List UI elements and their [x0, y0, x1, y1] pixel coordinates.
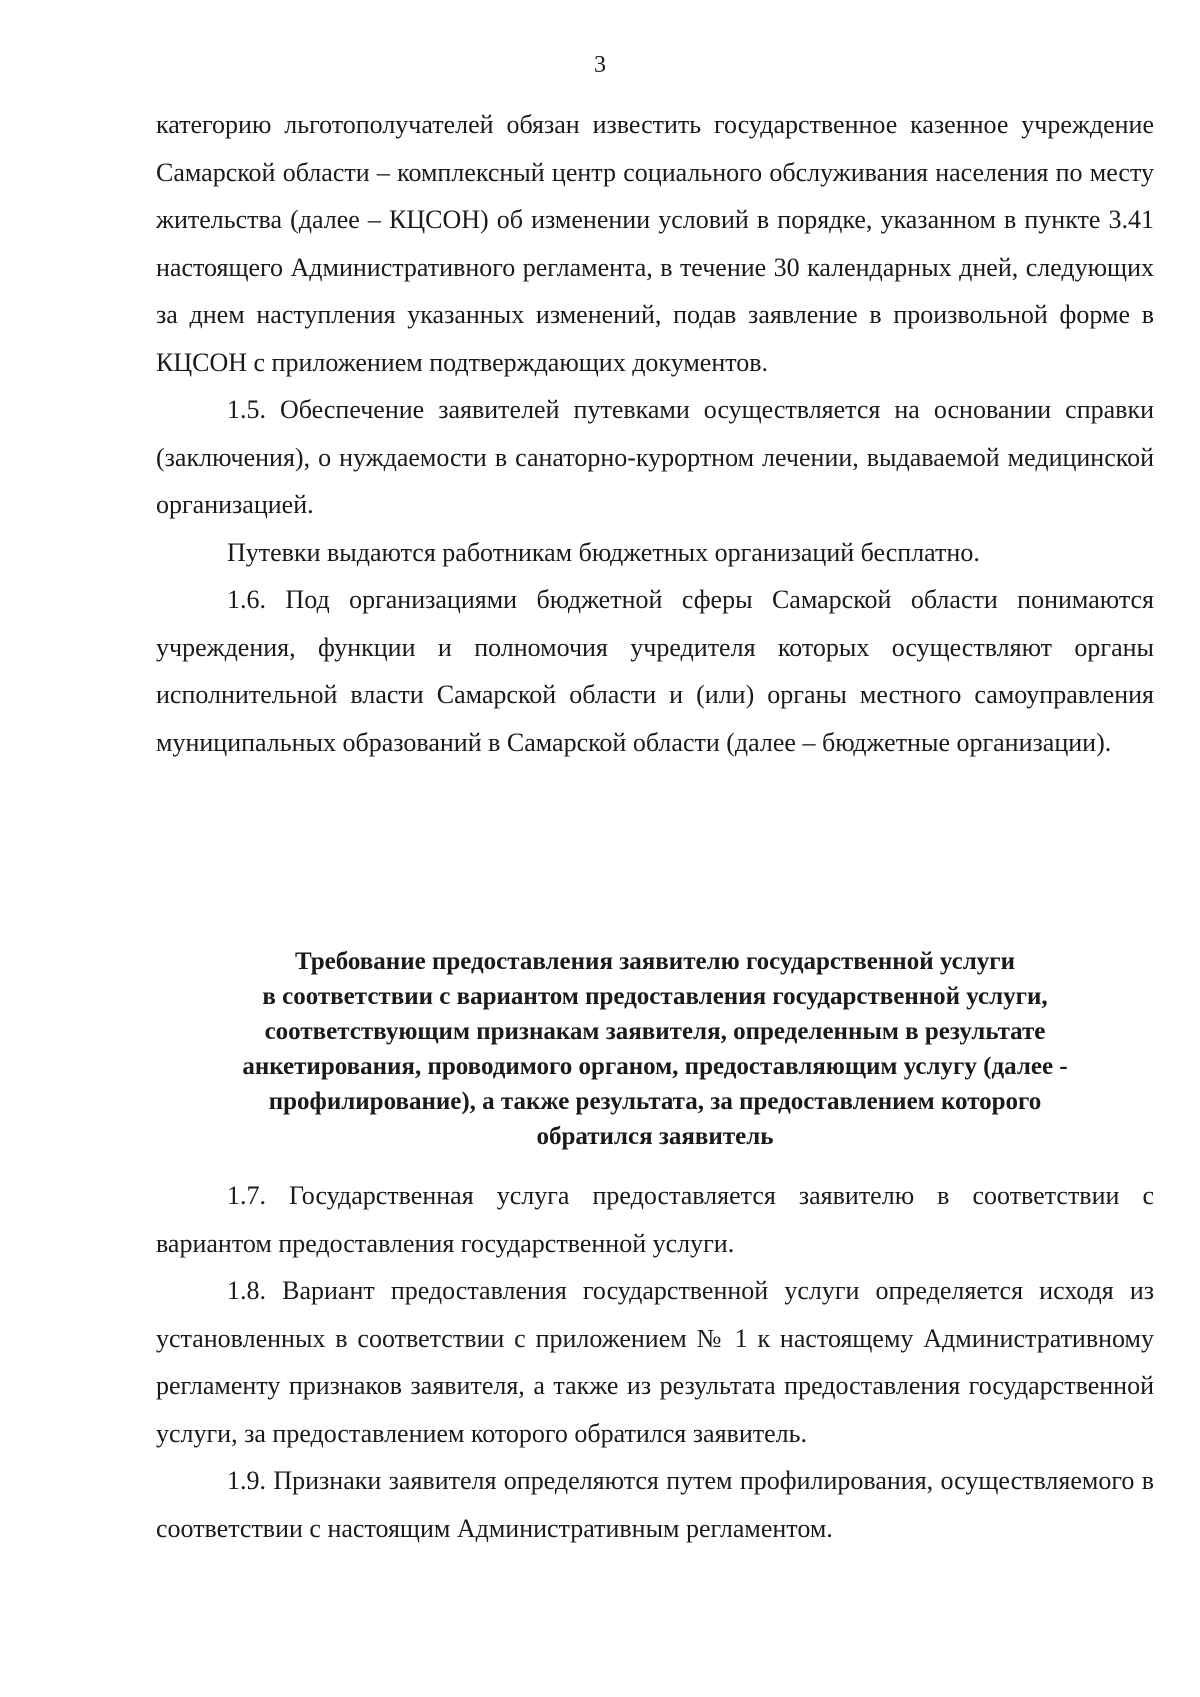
- paragraph-1-9: 1.9. Признаки заявителя определяются путем профилирования, осуществляемого в соответствии с настоящим Административным регламентом.: [156, 1466, 1154, 1543]
- heading-line: обратился заявитель: [536, 1123, 774, 1150]
- heading-line: соответствующим признакам заявителя, определенным в результате: [264, 1018, 1046, 1045]
- paragraph-1-7: 1.7. Государственная услуга предоставляется заявителю в соответствии с вариантом предоставления государственной услуги.: [156, 1181, 1154, 1258]
- heading-line: профилирование), а также результата, за предоставлением которого: [268, 1088, 1042, 1115]
- paragraph-free-vouchers: Путевки выдаются работникам бюджетных организаций бесплатно.: [227, 537, 980, 567]
- heading-line: анкетирования, проводимого органом, предоставляющим услугу (далее -: [242, 1053, 1068, 1080]
- paragraph-1-6: 1.6. Под организациями бюджетной сферы Самарской области понимаются учреждения, функции и полномочия учредителя которых осуществляют органы исполнительной власти Самарской области и (или) органы местного самоуправления муниципальных образований в Самарской области (далее – бюджетные организации).: [156, 585, 1154, 757]
- body-text-bottom: [156, 1172, 1154, 1552]
- page-number: 3: [594, 52, 606, 78]
- heading-line: Требование предоставления заявителю государственной услуги: [295, 948, 1015, 975]
- heading-line: в соответствии с вариантом предоставления государственной услуги,: [262, 983, 1048, 1010]
- paragraph-1-8: 1.8. Вариант предоставления государственной услуги определяется исходя из установленных в соответствии с приложением № 1 к настоящему Административному регламенту признаков заявителя, а также из результата предоставления государственной услуги, за предоставлением которого обратился заявитель.: [156, 1276, 1154, 1448]
- paragraph-continuation: категорию льготополучателей обязан известить государственное казенное учреждение Самарской области – комплексный центр социального обслуживания населения по месту жительства (далее – КЦСОН) об изменении условий в порядке, указанном в пункте 3.41 настоящего Административного регламента, в течение 30 календарных дней, следующих за днем наступления указанных изменений, подав заявление в произвольной форме в КЦСОН с приложением подтверждающих документов.: [156, 110, 1154, 377]
- section-heading: [156, 944, 1154, 1154]
- paragraph-1-5: 1.5. Обеспечение заявителей путевками осуществляется на основании справки (заключения), о нуждаемости в санаторно-курортном лечении, выдаваемой медицинской организацией.: [156, 395, 1154, 519]
- body-text-top: [156, 101, 1154, 766]
